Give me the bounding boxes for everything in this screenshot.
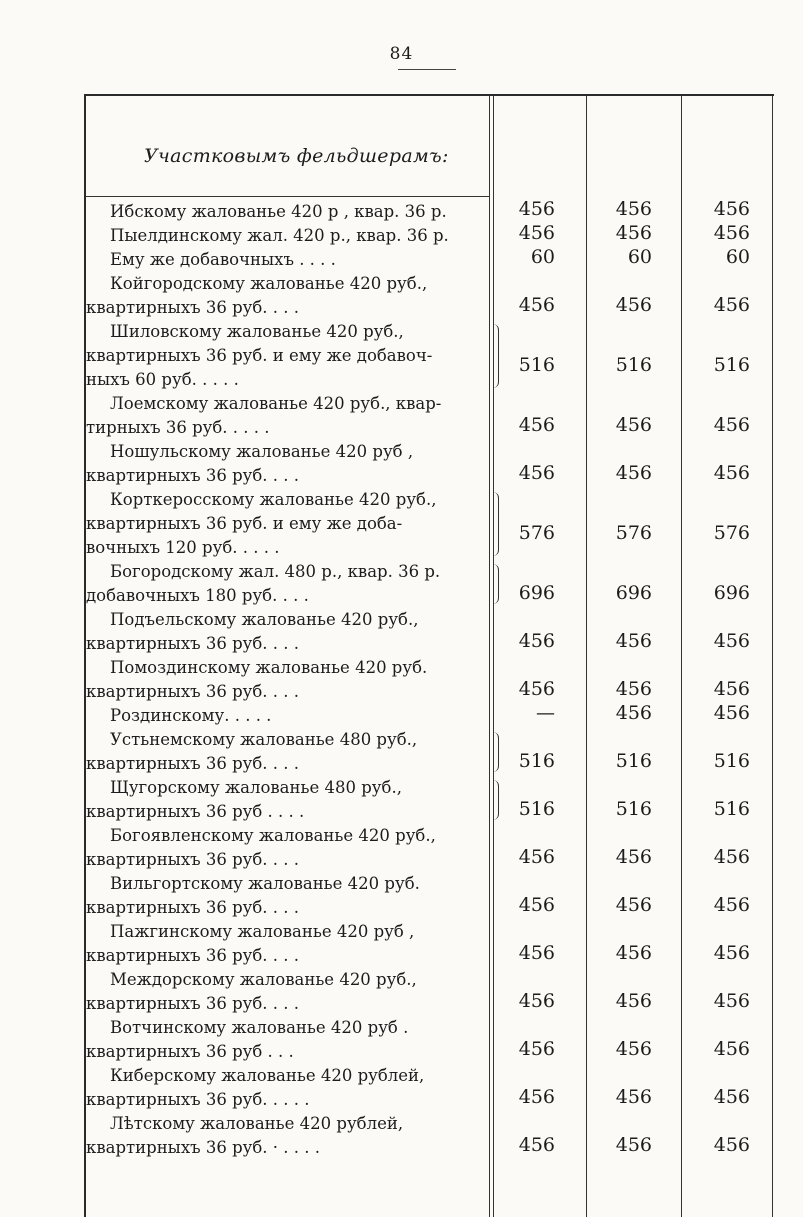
amount-col-1: 456: [518, 990, 555, 1012]
entry-text-line: квартирныхъ 36 руб. . . .: [86, 634, 300, 653]
ledger-entry: [86, 968, 486, 1016]
amount-col-2: 456: [615, 678, 652, 700]
entry-text-line: Роздинскому. . . . .: [110, 706, 272, 725]
ledger-entry: [86, 920, 486, 968]
amount-col-1: 456: [518, 198, 555, 220]
amount-col-2: 60: [627, 246, 652, 268]
amount-col-2: 456: [615, 702, 652, 724]
ledger-entry: [86, 488, 486, 560]
entry-text-line: Койгородскому жалованье 420 руб.,: [110, 274, 428, 293]
amount-col-3: 456: [713, 1086, 750, 1108]
amount-col-2: 516: [615, 750, 652, 772]
amount-col-1: 456: [518, 942, 555, 964]
ledger-entry: [86, 224, 486, 248]
entry-text-line: добавочныхъ 180 руб. . . .: [86, 586, 309, 605]
entry-text-line: Щугорскому жалованье 480 руб.,: [110, 778, 402, 797]
amount-col-1: 456: [518, 294, 555, 316]
amount-col-3: 456: [713, 630, 750, 652]
amount-col-2: 456: [615, 414, 652, 436]
amount-col-1: 696: [518, 582, 555, 604]
ledger-entry: [86, 728, 486, 776]
amount-col-1: —: [536, 702, 555, 724]
entry-text-line: квартирныхъ 36 руб. . . .: [86, 682, 300, 701]
entry-text-line: Киберскому жалованье 420 рублей,: [110, 1066, 425, 1085]
amount-col-2: 456: [615, 990, 652, 1012]
entry-text-line: Подъельскому жалованье 420 руб.,: [110, 610, 419, 629]
amount-col-3: 456: [713, 414, 750, 436]
entry-text-line: квартирныхъ 36 руб. . . . .: [86, 1090, 310, 1109]
amount-col-3: 456: [713, 1134, 750, 1156]
entry-text-line: квартирныхъ 36 руб . . . .: [86, 802, 305, 821]
amount-col-1: 456: [518, 846, 555, 868]
amount-col-2: 456: [615, 294, 652, 316]
amount-col-2: 516: [615, 354, 652, 376]
amount-col-1: 456: [518, 1134, 555, 1156]
entry-text-line: квартирныхъ 36 руб. . . .: [86, 754, 300, 773]
entry-text-line: квартирныхъ 36 руб. и ему же добавоч-: [86, 346, 433, 365]
ledger-entry: [86, 392, 486, 440]
ledger-entry: [86, 656, 486, 704]
amount-col-1: 60: [530, 246, 555, 268]
heading-rule: [86, 196, 490, 197]
ledger-entry: [86, 440, 486, 488]
entry-text-line: Ибскому жалованье 420 р , квар. 36 р.: [110, 202, 447, 221]
amount-col-3: 516: [713, 798, 750, 820]
amount-col-2: 456: [615, 1086, 652, 1108]
entry-text-line: Вотчинскому жалованье 420 руб .: [110, 1018, 409, 1037]
amount-col-1: 456: [518, 1038, 555, 1060]
table-top-border: [84, 94, 774, 96]
entry-text-line: Лоемскому жалованье 420 руб., квар-: [110, 394, 442, 413]
entry-text-line: квартирныхъ 36 руб. . . .: [86, 298, 300, 317]
entry-text-line: Помоздинскому жалованье 420 руб.: [110, 658, 428, 677]
amount-col-3: 696: [713, 582, 750, 604]
entry-text-line: квартирныхъ 36 руб. · . . . .: [86, 1138, 321, 1157]
amount-col-2: 576: [615, 522, 652, 544]
entry-text-line: квартирныхъ 36 руб. . . .: [86, 850, 300, 869]
amount-col-2: 456: [615, 942, 652, 964]
amount-col-3: 456: [713, 1038, 750, 1060]
entry-text-line: Богородскому жал. 480 р., квар. 36 р.: [110, 562, 441, 581]
ledger-entry: [86, 320, 486, 392]
entry-text-line: тирныхъ 36 руб. . . . .: [86, 418, 270, 437]
column-rule-3: [681, 96, 682, 1217]
column-rule-4: [772, 96, 773, 1217]
entry-text-line: квартирныхъ 36 руб . . .: [86, 1042, 294, 1061]
amount-col-2: 456: [615, 1038, 652, 1060]
amount-col-2: 456: [615, 894, 652, 916]
ledger-entry: [86, 704, 486, 728]
amount-col-3: 60: [725, 246, 750, 268]
entry-text-line: Междорскому жалованье 420 руб.,: [110, 970, 417, 989]
amount-col-3: 456: [713, 702, 750, 724]
amount-col-1: 456: [518, 222, 555, 244]
entry-text-line: вочныхъ 120 руб. . . . .: [86, 538, 280, 557]
amount-col-2: 456: [615, 198, 652, 220]
amount-col-1: 456: [518, 1086, 555, 1108]
page-number-rule: [398, 69, 456, 70]
amount-col-3: 456: [713, 198, 750, 220]
ledger-entry: [86, 248, 486, 272]
ledger-entry: [86, 560, 486, 608]
amount-col-3: 456: [713, 894, 750, 916]
column-rule-1: [489, 96, 490, 1217]
ledger-entry: [86, 776, 486, 824]
amount-col-2: 456: [615, 462, 652, 484]
entry-text-line: Ношульскому жалованье 420 руб ,: [110, 442, 414, 461]
column-rule-2: [586, 96, 587, 1217]
entry-text-line: Богоявленскому жалованье 420 руб.,: [110, 826, 436, 845]
amount-col-1: 456: [518, 414, 555, 436]
amount-col-2: 516: [615, 798, 652, 820]
entry-text-line: Ему же добавочныхъ . . . .: [110, 250, 336, 269]
amount-col-1: 456: [518, 894, 555, 916]
entry-text-line: Корткеросскому жалованье 420 руб.,: [110, 490, 437, 509]
entry-text-line: Вильгортскому жалованье 420 руб.: [110, 874, 420, 893]
amount-col-1: 456: [518, 462, 555, 484]
amount-col-3: 576: [713, 522, 750, 544]
amount-col-1: 456: [518, 678, 555, 700]
amount-col-2: 456: [615, 1134, 652, 1156]
amount-col-3: 456: [713, 990, 750, 1012]
amount-col-1: 516: [518, 354, 555, 376]
entry-text-line: Устьнемскому жалованье 480 руб.,: [110, 730, 418, 749]
amount-col-2: 456: [615, 846, 652, 868]
section-heading: Участковымъ фельдшерамъ:: [144, 145, 449, 167]
amount-col-1: 516: [518, 750, 555, 772]
ledger-entry: [86, 200, 486, 224]
entry-text-line: Лѣтскому жалованье 420 рублей,: [110, 1114, 404, 1133]
amount-col-2: 456: [615, 630, 652, 652]
amount-col-3: 456: [713, 462, 750, 484]
amount-col-1: 576: [518, 522, 555, 544]
ledger-entry: [86, 1112, 486, 1160]
entry-text-line: ныхъ 60 руб. . . . .: [86, 370, 239, 389]
entry-text-line: Пыелдинскому жал. 420 р., квар. 36 р.: [110, 226, 449, 245]
entry-text-line: Шиловскому жалованье 420 руб.,: [110, 322, 404, 341]
entry-text-line: квартирныхъ 36 руб. . . .: [86, 466, 300, 485]
ledger-entry: [86, 272, 486, 320]
entry-text-line: Пажгинскому жалованье 420 руб ,: [110, 922, 415, 941]
amount-col-2: 696: [615, 582, 652, 604]
page-number: 84: [389, 44, 414, 64]
amount-col-3: 456: [713, 846, 750, 868]
ledger-entry: [86, 872, 486, 920]
amount-col-2: 456: [615, 222, 652, 244]
column-rule-1b: [493, 96, 494, 1217]
entry-text-line: квартирныхъ 36 руб. . . .: [86, 898, 300, 917]
amount-col-3: 516: [713, 354, 750, 376]
entry-text-line: квартирныхъ 36 руб. . . .: [86, 946, 300, 965]
amount-col-3: 456: [713, 222, 750, 244]
ledger-entry: [86, 1064, 486, 1112]
amount-col-1: 516: [518, 798, 555, 820]
amount-col-3: 456: [713, 294, 750, 316]
ledger-entry: [86, 608, 486, 656]
amount-col-3: 516: [713, 750, 750, 772]
amount-col-3: 456: [713, 678, 750, 700]
entry-text-line: квартирныхъ 36 руб. . . .: [86, 994, 300, 1013]
amount-col-1: 456: [518, 630, 555, 652]
amount-col-3: 456: [713, 942, 750, 964]
ledger-entry: [86, 1016, 486, 1064]
ledger-entry: [86, 824, 486, 872]
entry-text-line: квартирныхъ 36 руб. и ему же доба-: [86, 514, 403, 533]
